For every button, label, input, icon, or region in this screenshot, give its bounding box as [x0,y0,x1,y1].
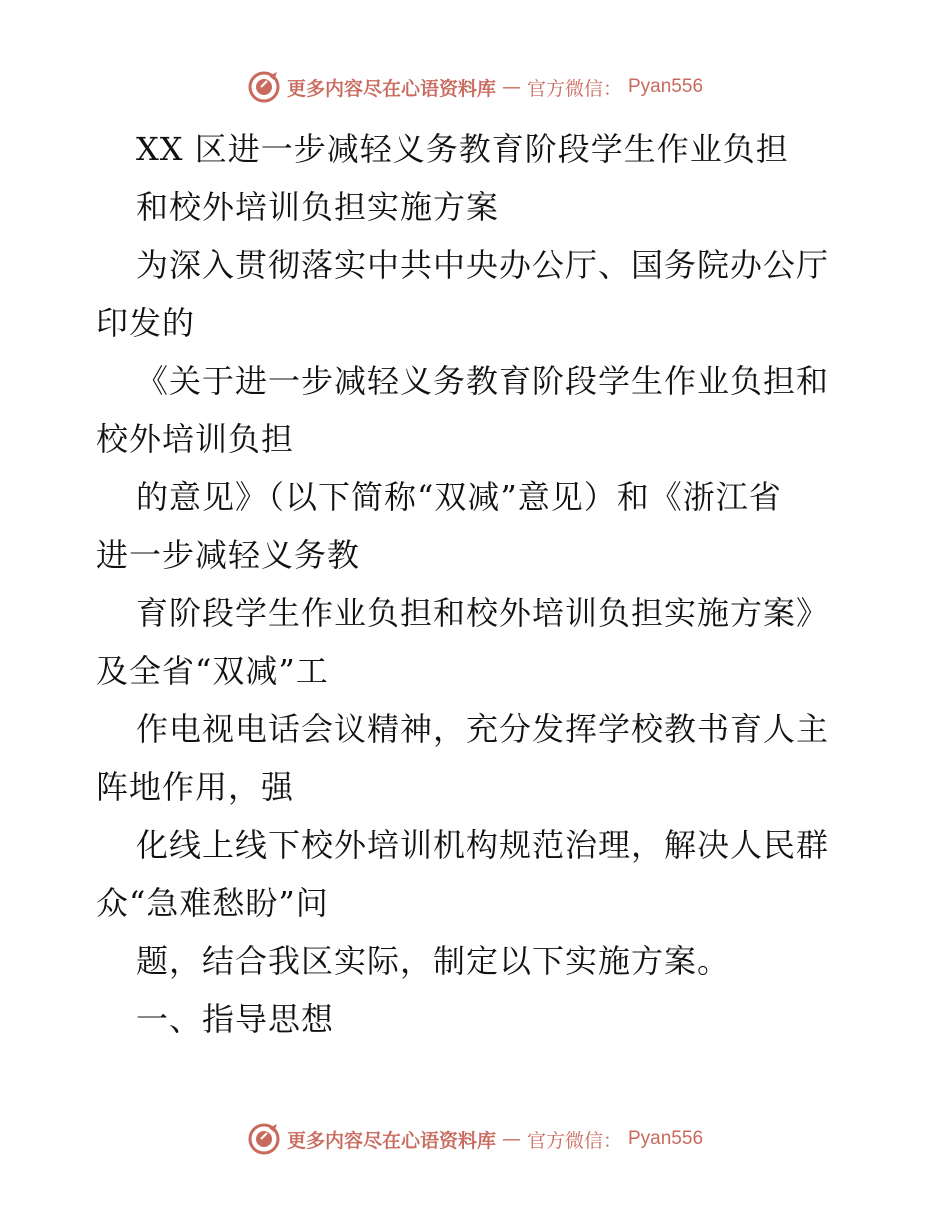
paragraph-line: 化线上线下校外培训机构规范治理，解决人民群 [136,826,830,864]
watermark-site-text: 更多内容尽在心语资料库 [286,77,496,100]
pen-circle-logo-icon [247,70,281,104]
paragraph-line: 为深入贯彻落实中共中央办公厅、国务院办公厅 [136,246,830,284]
document-title-line-2: 和校外培训负担实施方案 [136,188,500,226]
paragraph-line: 题，结合我区实际，制定以下实施方案。 [136,942,731,980]
paragraph-line: 众“急难愁盼”问 [96,884,329,922]
paragraph-line: 印发的 [96,304,196,342]
document-body [96,120,856,1048]
paragraph-line: 《关于进一步减轻义务教育阶段学生作业负担和 [136,362,830,400]
watermark-site-text: 更多内容尽在心语资料库 [286,1129,496,1152]
watermark-wechat-id: Pyan556 [628,76,704,97]
paragraph-line: 阵地作用，强 [96,768,295,806]
paragraph-line: 校外培训负担 [96,420,295,458]
section-heading: 一、指导思想 [136,1000,335,1038]
paragraph-line: 进一步减轻义务教 [96,536,361,574]
watermark-wechat-id: Pyan556 [628,1128,704,1149]
paragraph-line: 及全省“双减”工 [96,652,329,690]
header-watermark [0,70,950,104]
watermark-wechat-label: 官方微信： [526,77,622,100]
watermark-dash: — [501,76,521,98]
paragraph-line: 的意见》（以下简称“双减”意见）和《浙江省 [136,478,782,516]
pen-circle-logo-icon [247,1122,281,1156]
paragraph-line: 育阶段学生作业负担和校外培训负担实施方案》 [136,594,830,632]
footer-watermark [0,1122,950,1156]
watermark-dash: — [501,1128,521,1150]
paragraph-line: 作电视电话会议精神，充分发挥学校教书育人主 [136,710,830,748]
watermark-wechat-label: 官方微信： [526,1129,622,1152]
document-title-line-1: XX 区进一步减轻义务教育阶段学生作业负担 [136,130,789,168]
